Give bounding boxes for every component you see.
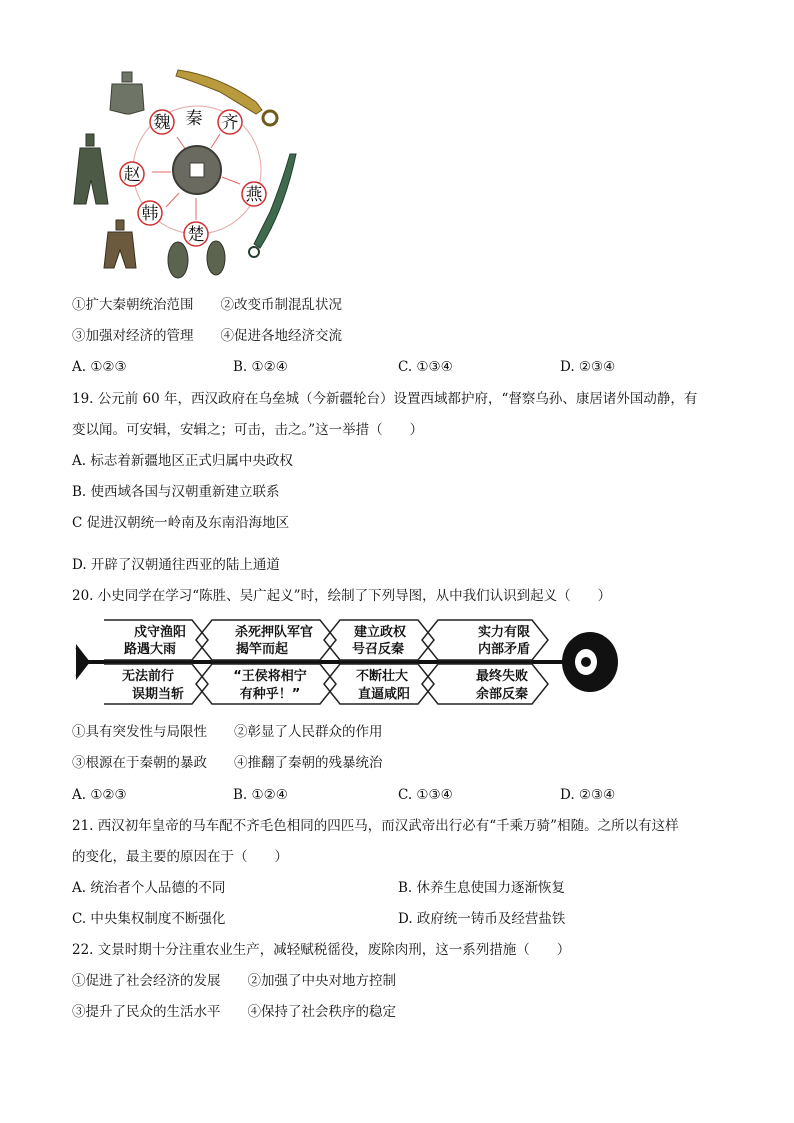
- q18-option-b[interactable]: B. ①②④: [233, 359, 288, 375]
- q20-items-line1: ①具有突发性与局限性 ②彰显了人民群众的作用: [72, 724, 383, 740]
- q21-stem-line2: 的变化，最主要的原因在于（ ）: [72, 849, 288, 865]
- svg-text:韩: 韩: [141, 204, 159, 224]
- currency-unification-figure: [70, 62, 310, 287]
- q22-items-line2: ③提升了民众的生活水平 ④保持了社会秩序的稳定: [72, 1004, 396, 1020]
- qin-label: 秦: [185, 109, 203, 129]
- svg-text:实力有限: 实力有限: [477, 625, 531, 640]
- state-zhao: [120, 162, 144, 186]
- q19-stem-line1: 19. 公元前 60 年，西汉政府在乌垒城（今新疆轮台）设置西域都护府，“督察乌孙、康居诸外国动静，有: [72, 391, 698, 407]
- state-qi: [218, 110, 242, 134]
- fishbone-top-1: [124, 624, 186, 657]
- state-wei: [150, 110, 174, 134]
- coin-hole: [190, 163, 204, 177]
- state-yan: [242, 182, 266, 206]
- q19-option-c[interactable]: C 促进汉朝统一岭南及东南沿海地区: [72, 515, 290, 531]
- q20-option-d[interactable]: D. ②③④: [560, 787, 616, 803]
- zhao-spade-coin-icon: [74, 134, 108, 204]
- svg-text:不断壮大: 不断壮大: [355, 669, 409, 684]
- fishbone-bottom-4: [476, 668, 528, 702]
- han-spade-coin-icon: [104, 220, 136, 268]
- q19-option-d[interactable]: D. 开辟了汉朝通往西亚的陆上通道: [72, 557, 280, 573]
- q22-items-line1: ①促进了社会经济的发展 ②加强了中央对地方控制: [72, 973, 396, 989]
- q20-stem: 20. 小史同学在学习“陈胜、吴广起义”时，绘制了下列导图，从中我们认识到起义（ ）: [72, 588, 612, 604]
- svg-text:路遇大雨: 路遇大雨: [123, 642, 177, 657]
- svg-text:内部矛盾: 内部矛盾: [477, 642, 531, 657]
- q19-stem-line2: 变以闻。可安辑，安辑之；可击，击之。”这一举措（ ）: [72, 422, 424, 438]
- svg-text:误期当斩: 误期当斩: [131, 687, 185, 702]
- fish-head-icon: [562, 632, 618, 692]
- q22-stem: 22. 文景时期十分注重农业生产，减轻赋税徭役，废除肉刑，这一系列措施（ ）: [72, 942, 571, 958]
- svg-text:赵: 赵: [123, 165, 141, 185]
- q21-option-c[interactable]: C. 中央集权制度不断强化: [72, 911, 226, 927]
- fishbone-bottom-1: [122, 668, 184, 702]
- svg-text:楚: 楚: [187, 225, 205, 245]
- svg-text:“王侯将相宁: “王侯将相宁: [233, 669, 307, 684]
- svg-text:齐: 齐: [221, 113, 239, 133]
- fishbone-top-3: [352, 624, 407, 657]
- svg-text:燕: 燕: [245, 185, 263, 205]
- svg-text:有种乎！”: 有种乎！”: [239, 687, 301, 702]
- svg-text:建立政权: 建立政权: [353, 625, 407, 640]
- q20-option-c[interactable]: C. ①③④: [398, 787, 453, 803]
- state-han: [138, 201, 162, 225]
- svg-text:余部反秦: 余部反秦: [475, 687, 529, 702]
- q20-option-a[interactable]: A. ①②③: [72, 787, 127, 803]
- svg-text:最终失败: 最终失败: [475, 669, 529, 684]
- fishbone-bottom-3: [356, 668, 410, 702]
- q21-option-b[interactable]: B. 休养生息使国力逐渐恢复: [398, 880, 566, 896]
- svg-text:号召反秦: 号召反秦: [351, 642, 405, 657]
- q20-items-line2: ③根源在于秦朝的暴政 ④推翻了秦朝的残暴统治: [72, 755, 383, 771]
- q19-option-a[interactable]: A. 标志着新疆地区正式归属中央政权: [72, 453, 293, 469]
- q21-stem-line1: 21. 西汉初年皇帝的马车配不齐毛色相同的四匹马，而汉武帝出行必有“千乘万骑”相随。之所以有这样: [72, 818, 679, 834]
- q18-items-line1: ①扩大秦朝统治范围 ②改变币制混乱状况: [72, 297, 342, 313]
- svg-text:戍守渔阳: 戍守渔阳: [133, 625, 187, 640]
- svg-text:无法前行: 无法前行: [121, 669, 175, 684]
- q18-option-c[interactable]: C. ①③④: [398, 359, 453, 375]
- q18-option-d[interactable]: D. ②③④: [560, 359, 616, 375]
- svg-text:直逼咸阳: 直逼咸阳: [357, 687, 411, 702]
- q20-option-b[interactable]: B. ①②④: [233, 787, 288, 803]
- fishbone-top-2: [235, 624, 313, 657]
- q21-option-d[interactable]: D. 政府统一铸币及经营盐铁: [398, 911, 566, 927]
- fishbone-top-4: [478, 624, 530, 657]
- fishbone-bottom-2: [233, 668, 307, 702]
- q21-option-a[interactable]: A. 统治者个人品德的不同: [72, 880, 226, 896]
- svg-text:魏: 魏: [153, 113, 171, 133]
- uprising-fishbone-diagram: [72, 616, 632, 708]
- wei-spade-coin-icon: [110, 72, 144, 114]
- svg-text:揭竿而起: 揭竿而起: [235, 642, 289, 657]
- state-chu: [184, 222, 208, 246]
- q18-option-a[interactable]: A. ①②③: [72, 359, 127, 375]
- q18-items-line2: ③加强对经济的管理 ④促进各地经济交流: [72, 328, 342, 344]
- svg-text:杀死押队军官: 杀死押队军官: [234, 625, 314, 640]
- q19-option-b[interactable]: B. 使西域各国与汉朝重新建立联系: [72, 484, 280, 500]
